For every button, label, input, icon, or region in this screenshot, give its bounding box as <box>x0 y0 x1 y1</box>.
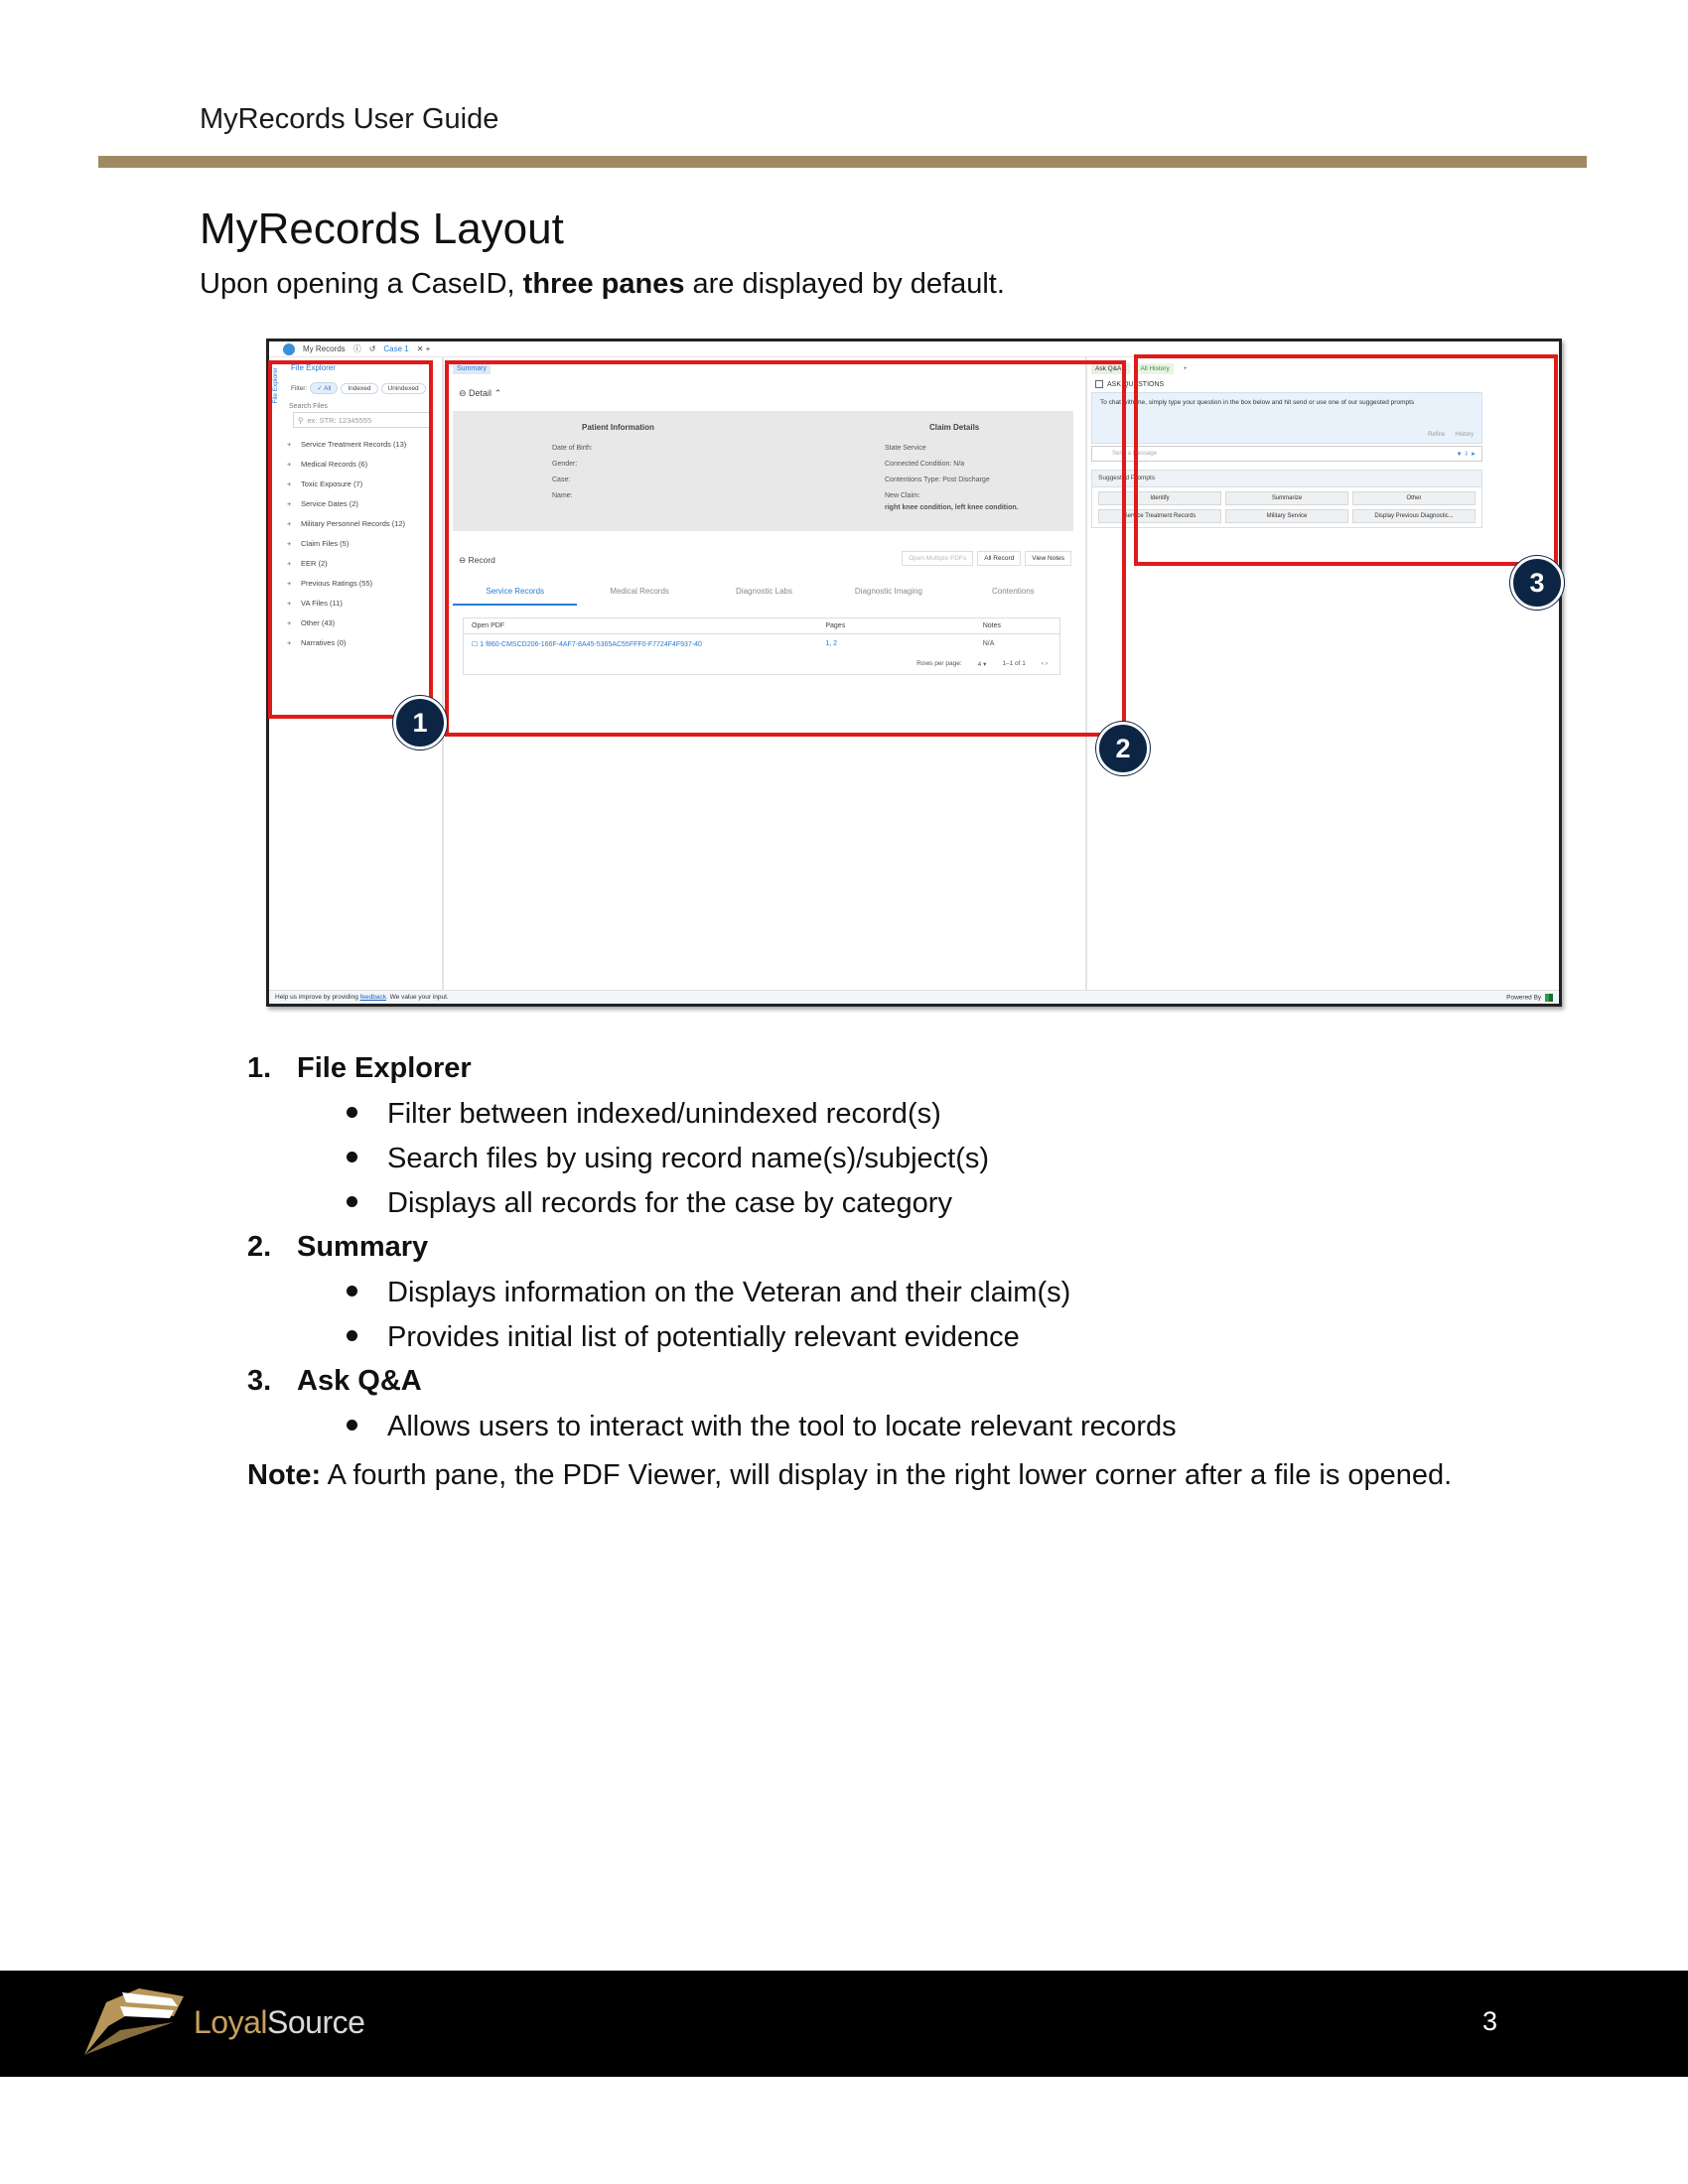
suggested-prompt-button[interactable]: Summarize <box>1225 491 1348 505</box>
category-label: Medical Records (6) <box>301 460 368 469</box>
column-notes: Notes <box>982 622 1002 629</box>
search-icon: ⚲ <box>298 415 304 425</box>
suggested-prompt-button[interactable]: Display Previous Diagnostic... <box>1352 509 1476 523</box>
category-label: Service Treatment Records (13) <box>301 440 407 449</box>
bullet-item <box>347 1098 941 1131</box>
expand-icon[interactable]: + <box>287 599 292 608</box>
pane-divider[interactable] <box>442 357 444 993</box>
loyalsource-logo-icon <box>74 1980 194 2060</box>
expand-icon[interactable]: + <box>287 440 292 449</box>
category-label: EER (2) <box>301 559 328 568</box>
filter-label: Filter: <box>291 384 308 392</box>
bullet-text: Displays information on the Veteran and their claim(s) <box>387 1277 1071 1308</box>
bullet-dot-icon <box>347 1420 357 1431</box>
app-name: My Records <box>303 344 346 353</box>
view-notes-button[interactable]: View Notes <box>1025 551 1071 566</box>
claim-field: Contentions Type: Post Discharge <box>885 477 990 483</box>
feedback-prefix: Help us improve by providing <box>275 994 360 1001</box>
category-label: Military Personnel Records (12) <box>301 519 406 528</box>
instructions-text: To chat with me, simply type your question in the box below and hit send or use one of our suggested prompts <box>1100 399 1415 406</box>
item-number: 1. <box>247 1052 272 1084</box>
filter-all-chip[interactable]: ✓ All <box>310 382 338 394</box>
footer-brand <box>194 2004 364 2041</box>
category-label: VA Files (11) <box>301 599 343 608</box>
expand-icon[interactable]: + <box>287 519 292 528</box>
suggested-prompt-button[interactable]: Military Service <box>1225 509 1348 523</box>
bullet-item <box>347 1277 1070 1309</box>
brand-source: Source <box>267 2004 365 2040</box>
page-nav-icons[interactable]: ‹ › <box>1041 660 1048 667</box>
suggested-prompts-label: Suggested Prompts <box>1098 475 1156 481</box>
bullet-text: Allows users to interact with the tool to locate relevant records <box>387 1411 1177 1442</box>
rows-per-page-select[interactable]: 4 ▾ <box>977 661 987 668</box>
description-heading-ask-qa <box>247 1365 422 1398</box>
bullet-item <box>347 1143 989 1175</box>
feedback-text <box>275 994 449 1001</box>
app-footer <box>269 990 1559 1004</box>
patient-field: Date of Birth: <box>552 445 593 452</box>
callout-frame-summary <box>445 360 1126 737</box>
patient-info-heading: Patient Information <box>582 423 654 432</box>
column-pages: Pages <box>825 622 846 629</box>
suggested-prompt-button[interactable]: Service Treatment Records <box>1098 509 1221 523</box>
bullet-dot-icon <box>347 1196 357 1207</box>
record-tab[interactable]: Service Records <box>453 587 577 606</box>
column-open-pdf: Open PDF <box>472 622 505 629</box>
suggested-prompt-button[interactable]: Identify <box>1098 491 1221 505</box>
category-label: Toxic Exposure (7) <box>301 479 363 488</box>
rows-per-page-label: Rows per page: <box>916 660 962 667</box>
category-label: Narratives (0) <box>301 638 347 647</box>
brand-loyal: Loyal <box>194 2004 267 2040</box>
expand-icon[interactable]: + <box>287 638 292 647</box>
category-label: Claim Files (5) <box>301 539 350 548</box>
page-footer <box>0 1971 1688 2077</box>
bullet-item <box>347 1411 1177 1443</box>
bullet-dot-icon <box>347 1330 357 1341</box>
category-label: Other (43) <box>301 618 336 627</box>
add-tab-icon[interactable]: ✕ + <box>416 344 431 353</box>
detail-label: Detail <box>469 388 492 398</box>
record-tab[interactable]: Medical Records <box>610 587 669 596</box>
intro-paragraph <box>200 268 1005 301</box>
file-explorer-side-tab[interactable]: File Explorer <box>272 367 279 404</box>
record-tab[interactable]: Contentions <box>991 587 1035 596</box>
callout-frame-ask-qa <box>1134 354 1558 566</box>
send-icons[interactable]: ▼ ⇩ ➤ <box>1456 451 1476 458</box>
search-label: Search Files <box>289 403 328 410</box>
intro-text: Upon opening a CaseID, <box>200 268 523 300</box>
powered-by-label: Powered By <box>1506 994 1542 1002</box>
feedback-suffix: . We value your input. <box>386 994 449 1001</box>
claim-details-heading: Claim Details <box>929 423 980 432</box>
suggested-prompt-button[interactable]: Other <box>1352 491 1476 505</box>
callout-frame-file-explorer <box>268 360 433 719</box>
note-text: A fourth pane, the PDF Viewer, will display in the right lower corner after a file is opened. <box>321 1459 1453 1491</box>
item-number: 3. <box>247 1365 272 1397</box>
bullet-text: Search files by using record name(s)/subject(s) <box>387 1143 990 1174</box>
all-history-tab[interactable]: All History <box>1136 363 1173 374</box>
search-placeholder: ex: STR: 12345555 <box>307 415 372 425</box>
callout-badge-1: 1 <box>393 696 447 750</box>
summary-tab[interactable]: Summary <box>453 363 491 374</box>
info-icon[interactable]: ⓘ <box>352 344 361 353</box>
expand-icon[interactable]: + <box>287 559 292 568</box>
patient-field: Case: <box>552 477 571 483</box>
record-tab[interactable]: Diagnostic Imaging <box>854 587 922 596</box>
callout-badge-2: 2 <box>1096 722 1150 775</box>
item-title: Summary <box>297 1231 429 1263</box>
patient-field: Gender: <box>552 461 578 468</box>
pages-link[interactable]: 1, 2 <box>825 640 838 647</box>
bullet-dot-icon <box>347 1286 357 1297</box>
claim-field: right knee condition, left knee condition. <box>885 504 1019 511</box>
record-label: Record <box>468 555 495 565</box>
filter-indexed-chip[interactable]: Indexed <box>341 383 377 394</box>
bullet-item <box>347 1321 1020 1354</box>
detail-toggle[interactable]: ⊖ Detail ⌃ <box>459 388 502 398</box>
ask-qa-tab[interactable]: Ask Q&A 1 <box>1091 363 1130 374</box>
open-multiple-pdfs-button[interactable]: Open Multiple PDFs <box>902 551 973 566</box>
powered-by <box>1506 994 1553 1002</box>
notes-value: N/A <box>982 640 995 647</box>
category-label: Service Dates (2) <box>301 499 358 508</box>
intro-emphasis: three panes <box>522 268 685 300</box>
history-icon[interactable]: ↺ <box>368 344 376 353</box>
item-title: File Explorer <box>297 1052 472 1084</box>
ask-questions-label: ASK QUESTIONS <box>1107 380 1165 388</box>
record-header: ⊖ Record Open Multiple PDFs All Record View Notes <box>453 555 1075 571</box>
expand-icon[interactable]: + <box>287 579 292 588</box>
expand-icon[interactable]: + <box>287 539 292 548</box>
file-explorer-title: File Explorer <box>291 363 336 372</box>
add-tab-button[interactable]: + <box>1183 365 1188 372</box>
page-number: 3 <box>1481 2006 1497 2036</box>
expand-icon[interactable]: + <box>287 479 292 488</box>
running-header: MyRecords User Guide <box>200 103 499 135</box>
pagination-range: 1–1 of 1 <box>1002 660 1026 667</box>
claim-field: New Claim: <box>885 492 920 499</box>
bullet-text: Displays all records for the case by category <box>387 1187 952 1219</box>
all-record-button[interactable]: All Record <box>977 551 1021 566</box>
refine-button[interactable]: Refine <box>1427 432 1446 438</box>
feedback-link[interactable]: feedback <box>359 994 387 1001</box>
record-tab[interactable]: Diagnostic Labs <box>736 587 792 596</box>
bullet-dot-icon <box>347 1152 357 1162</box>
app-logo-icon <box>283 343 295 355</box>
item-title: Ask Q&A <box>297 1365 422 1397</box>
category-label: Previous Ratings (55) <box>301 579 373 588</box>
history-button[interactable]: History <box>1455 432 1474 438</box>
vendor-logo-icon <box>1545 994 1553 1002</box>
expand-icon[interactable]: + <box>287 618 292 627</box>
note-label: Note: <box>247 1459 322 1491</box>
expand-icon[interactable]: + <box>287 460 292 469</box>
item-number: 2. <box>247 1231 272 1263</box>
description-heading-file-explorer <box>247 1052 472 1085</box>
note-paragraph <box>247 1453 1459 1497</box>
bullet-item <box>347 1187 952 1220</box>
claim-field: State Service <box>885 445 926 452</box>
file-link[interactable]: ☐ 1 f860-CMSCD206-166F-4AF7-8A45-5365AC55FFF0-F7724F4F937-40 <box>472 641 702 648</box>
file-name[interactable]: 1 f860-CMSCD206-166F-4AF7-8A45-5365AC55FFF0-F7724F4F937-40 <box>480 641 702 648</box>
bullet-text: Provides initial list of potentially relevant evidence <box>387 1321 1020 1353</box>
header-rule <box>98 156 1587 168</box>
description-heading-summary <box>247 1231 428 1264</box>
bullet-dot-icon <box>347 1107 357 1118</box>
page-title: MyRecords Layout <box>200 205 564 253</box>
bullet-text: Filter between indexed/unindexed record(s) <box>387 1098 941 1130</box>
message-placeholder: Send a message <box>1112 451 1158 457</box>
case-tab[interactable]: Case 1 <box>383 344 409 353</box>
claim-field: Connected Condition: N/a <box>885 461 965 468</box>
expand-icon[interactable]: + <box>287 499 292 508</box>
intro-text-end: are displayed by default. <box>684 268 1005 300</box>
callout-badge-3: 3 <box>1510 556 1564 610</box>
filter-unindexed-chip[interactable]: Unindexed <box>381 383 426 394</box>
patient-field: Name: <box>552 492 573 499</box>
